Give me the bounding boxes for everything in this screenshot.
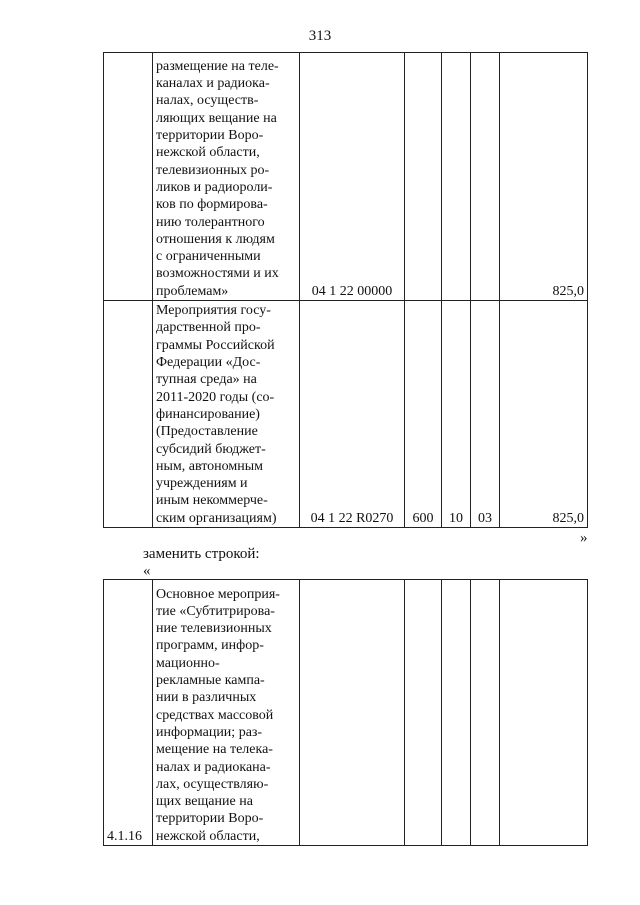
row-name-cell: Мероприятия госу- дарственной про- граммы Российской Федерации «Дос- тупная среда» на 2011-2020 годы (со- финансирование) (Предоставление субсидий бюджет- ным, автономным учреждениям и иным некоммерче- ским организациям) [153, 301, 300, 528]
page-number: 313 [308, 28, 332, 44]
closing-quote: » [580, 530, 588, 546]
target-code-cell: 04 1 22 00000 [300, 53, 405, 301]
old-rows-table [103, 52, 588, 528]
row-name-cell: размещение на теле- каналах и радиока- налах, осуществ- ляющих вещание на территории Воро- нежской области, телевизионных ро- ликов и радиороли- ков по формирова- нию толерантного отношения к людям с ограниченными возможностями и их проблемам» [153, 53, 300, 301]
expense-type-cell: 600 [405, 301, 442, 528]
opening-quote: « [143, 563, 151, 579]
expense-type-cell [405, 580, 442, 846]
section-cell: 10 [442, 301, 471, 528]
new-rows-table [103, 579, 588, 846]
subsection-cell: 03 [471, 301, 500, 528]
row-name-cell: Основное мероприя- тие «Субтитрирова- ние телевизионных программ, инфор- мационно- рекламные кампа- нии в различных средствах массовой информации; раз- мещение на телека- налах и радиокана- лах, осуществляю- щих вещание на территории Воро- нежской области, [153, 580, 300, 846]
row-number-cell [104, 53, 153, 301]
subsection-cell [471, 53, 500, 301]
amount-cell: 825,0 [500, 301, 588, 528]
table-row [104, 580, 588, 846]
table-row [104, 53, 588, 301]
replace-instruction: заменить строкой: [143, 546, 260, 562]
expense-type-cell [405, 53, 442, 301]
section-cell [442, 580, 471, 846]
row-number-cell: 4.1.16 [104, 580, 153, 846]
amount-cell: 825,0 [500, 53, 588, 301]
target-code-cell [300, 580, 405, 846]
target-code-cell: 04 1 22 R0270 [300, 301, 405, 528]
section-cell [442, 53, 471, 301]
amount-cell [500, 580, 588, 846]
table-row [104, 301, 588, 528]
subsection-cell [471, 580, 500, 846]
row-number-cell [104, 301, 153, 528]
